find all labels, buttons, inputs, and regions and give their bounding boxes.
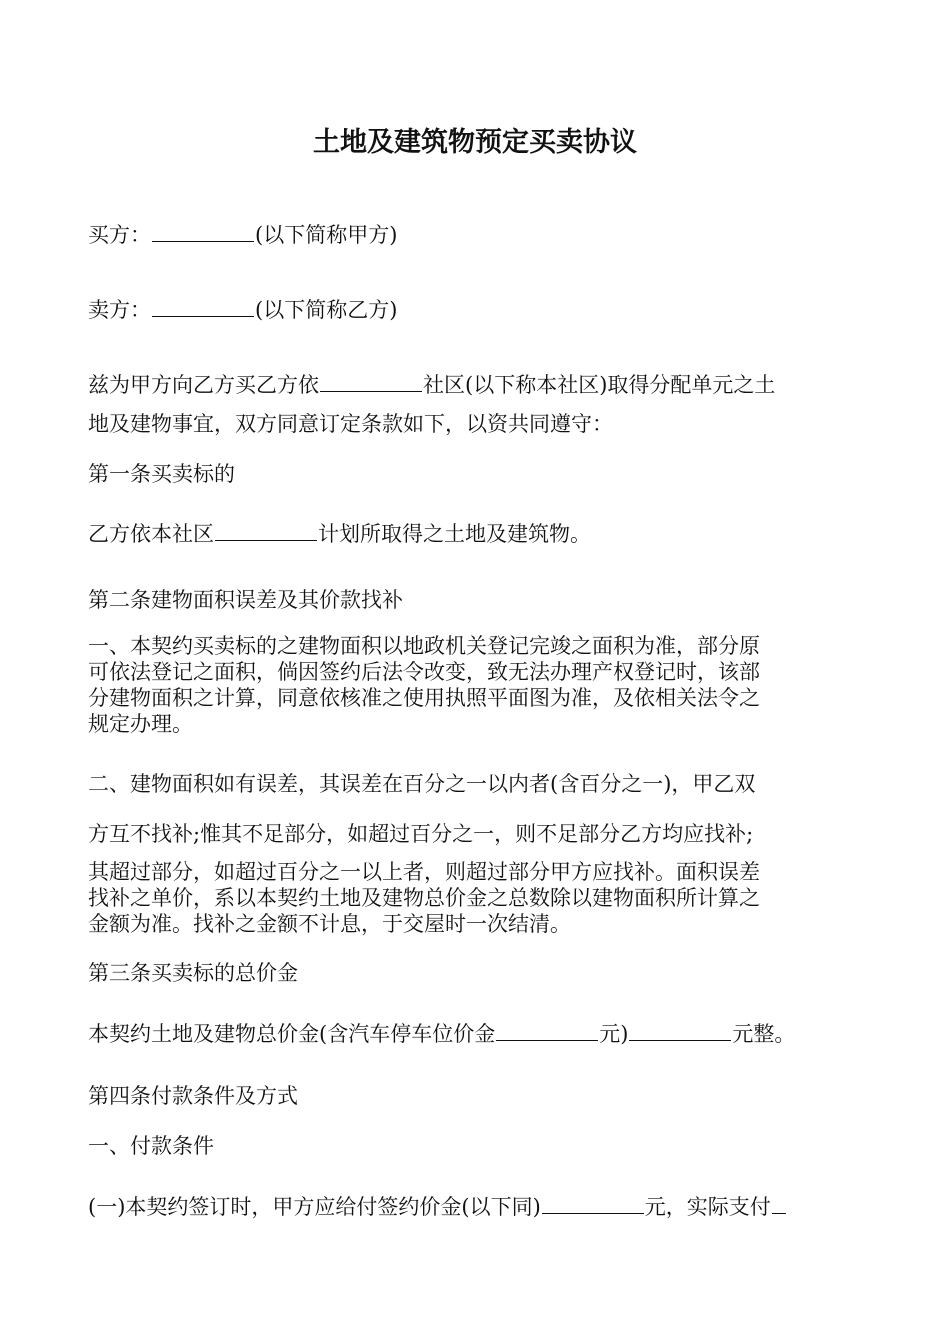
document-title: 土地及建筑物预定买卖协议 [313, 127, 637, 158]
buyer-name-blank [152, 223, 254, 242]
article-3-text-a: 本契约土地及建物总价金(含汽车停车位价金 [88, 1022, 496, 1046]
article-4-item-1-text-a: (一)本契约签订时，甲方应给付签约价金(以下同) [88, 1195, 541, 1219]
article-3-text-b: 元) [599, 1022, 629, 1046]
article-2-p1-line-3: 分建物面积之计算，同意依核准之使用执照平面图为准，及依相关法令之 [88, 686, 760, 710]
article-2-p1-line-1: 一、本契约买卖标的之建物面积以地政机关登记完竣之面积为准，部分原 [88, 634, 760, 658]
article-2-p2-line-3: 其超过部分，如超过百分之一以上者，则超过部分甲方应找补。面积误差 [88, 860, 760, 884]
buyer-suffix: (以下简称甲方) [255, 223, 398, 247]
intro-line-2: 地及建物事宜，双方同意订定条款如下，以资共同遵守： [88, 412, 613, 436]
article-3-heading: 第三条买卖标的总价金 [88, 961, 298, 985]
seller-suffix: (以下简称乙方) [255, 298, 398, 322]
community-blank [320, 373, 422, 392]
intro-line-1 [88, 372, 868, 398]
article-4-sub-1: 一、付款条件 [88, 1134, 214, 1158]
article-2-heading: 第二条建物面积误差及其价款找补 [88, 588, 403, 612]
article-1-text [88, 521, 868, 547]
article-2-p2-line-1: 二、建物面积如有误差，其误差在百分之一以内者(含百分之一)，甲乙双 [88, 772, 756, 796]
buyer-line [88, 222, 868, 248]
article-2-p1-line-2: 可依法登记之面积，倘因签约后法令改变，致无法办理产权登记时，该部 [88, 660, 760, 684]
parking-price-blank [496, 1022, 598, 1041]
seller-label: 卖方： [88, 298, 151, 322]
article-4-item-1-text-b: 元，实际支付 [644, 1195, 771, 1219]
article-4-item-1 [88, 1194, 868, 1220]
intro-text-a: 兹为甲方向乙方买乙方依 [88, 373, 319, 397]
article-1-text-b: 计划所取得之土地及建筑物。 [318, 522, 591, 546]
signing-price-blank [542, 1195, 644, 1214]
article-1-heading: 第一条买卖标的 [88, 462, 235, 486]
article-2-p1-line-4: 规定办理。 [88, 712, 193, 736]
seller-line [88, 297, 868, 323]
article-1-text-a: 乙方依本社区 [88, 522, 214, 546]
plan-blank [215, 522, 317, 541]
intro-text-b: 社区(以下称本社区)取得分配单元之土 [423, 373, 776, 397]
article-2-p2-line-2: 方互不找补;惟其不足部分，如超过百分之一，则不足部分乙方均应找补; [88, 822, 754, 846]
seller-name-blank [152, 298, 254, 317]
article-2-p2-line-4: 找补之单价，系以本契约土地及建物总价金之总数除以建物面积所计算之 [88, 886, 760, 910]
article-3-text [88, 1021, 868, 1047]
buyer-label: 买方： [88, 223, 151, 247]
article-3-text-c: 元整。 [732, 1022, 796, 1046]
actual-payment-blank [772, 1195, 786, 1214]
article-4-heading: 第四条付款条件及方式 [88, 1084, 298, 1108]
article-2-p2-line-5: 金额为准。找补之金额不计息，于交屋时一次结清。 [88, 912, 571, 936]
total-price-blank [629, 1022, 731, 1041]
